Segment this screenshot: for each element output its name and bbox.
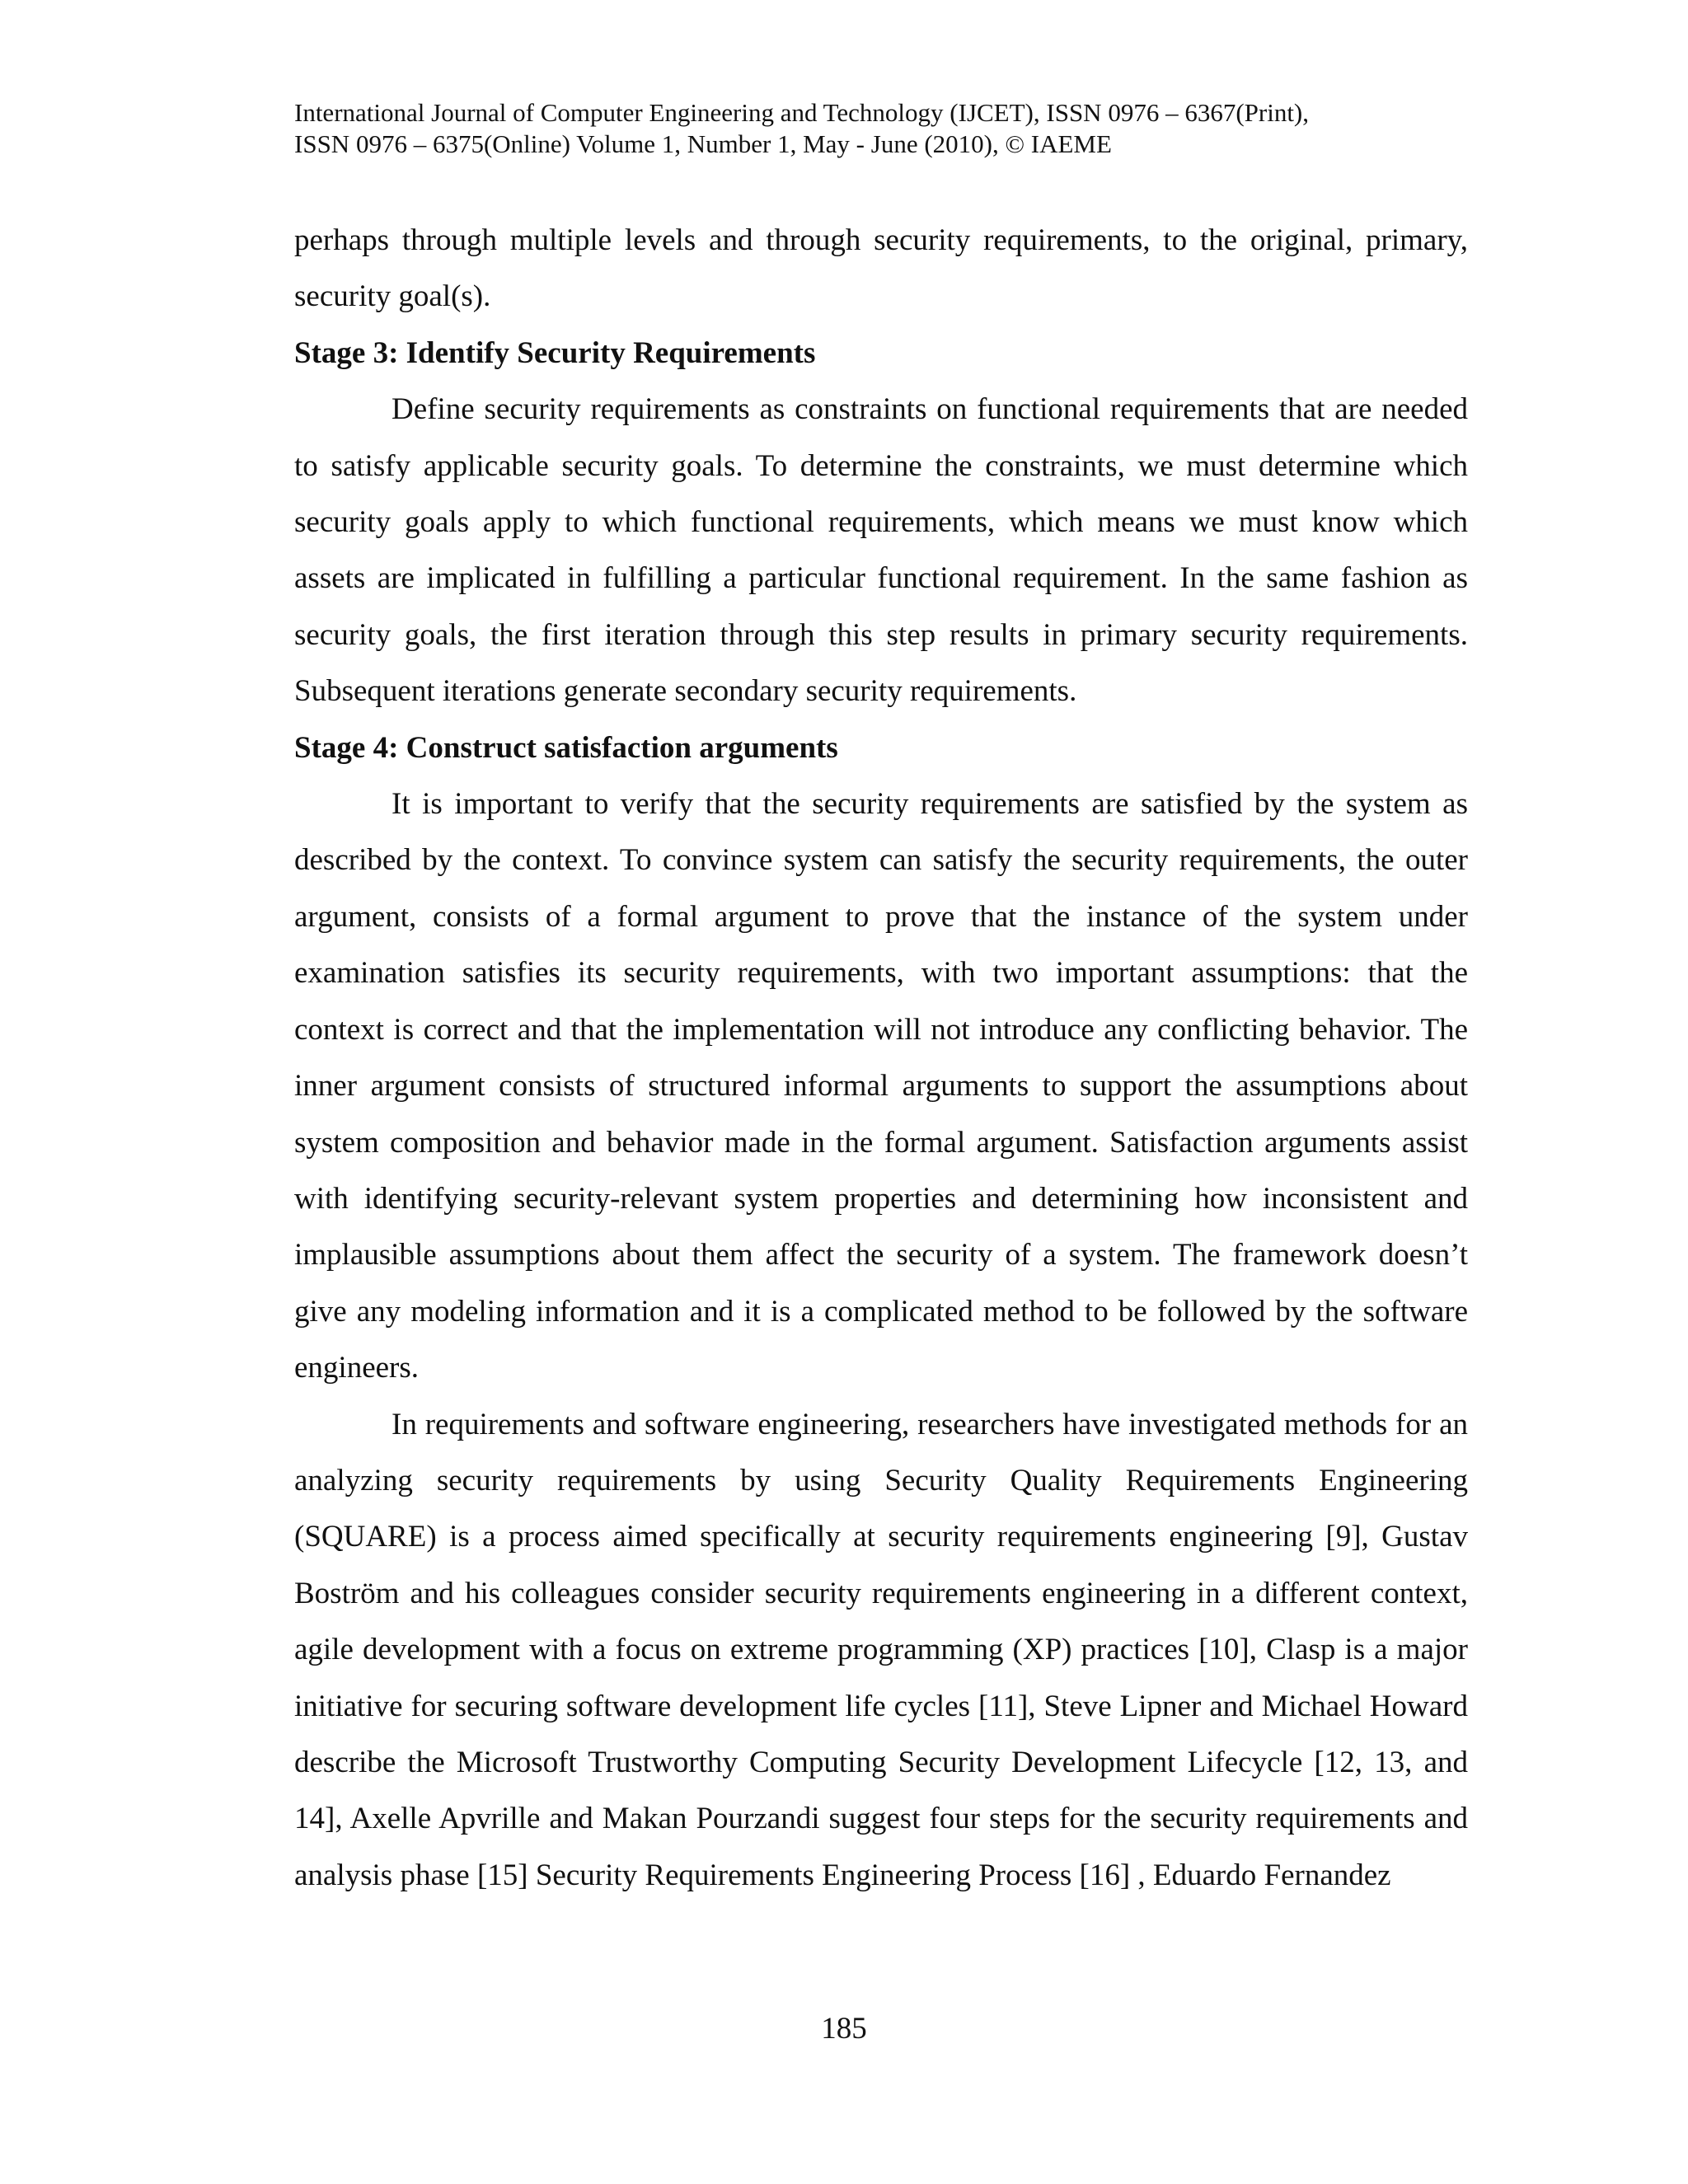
article-body <box>294 213 1468 1904</box>
journal-header-line-2: ISSN 0976 – 6375(Online) Volume 1, Number 1, May - June (2010), © IAEME <box>294 129 1112 158</box>
journal-header <box>294 97 1465 160</box>
stage-4-paragraph: It is important to verify that the security requirements are satisfied by the system as described by the context. To convince system can satisfy the security requirements, the outer argument, consists of a formal argument to prove that the instance of the system under examination satisfies its security requirements, with two important assumptions: that the context is correct and that the implementation will not introduce any conflicting behavior. The inner argument consists of structured informal arguments to support the assumptions about system composition and behavior made in the formal argument. Satisfaction arguments assist with identifying security-relevant system properties and determining how inconsistent and implausible assumptions about them affect the security of a system. The framework doesn’t give any modeling information and it is a complicated method to be followed by the software engineers. <box>294 787 1468 1385</box>
stage-3-paragraph: Define security requirements as constraints on functional requirements that are needed to satisfy applicable security goals. To determine the constraints, we must determine which security goals apply to which functional requirements, which means we must know which assets are implicated in fulfilling a particular functional requirement. In the same fashion as security goals, the first iteration through this step results in primary security requirements. Subsequent iterations generate secondary security requirements. <box>294 392 1468 709</box>
continuation-paragraph: perhaps through multiple levels and through security requirements, to the original, primary, security goal(s). <box>294 223 1468 314</box>
related-work-paragraph: In requirements and software engineering, researchers have investigated methods for an analyzing security requirements by using Security Quality Requirements Engineering (SQUARE) is a process aimed specifically at security requirements engineering [9], Gustav Boström and his colleagues consider security requirements engineering in a different context, agile development with a focus on extreme programming (XP) practices [10], Clasp is a major initiative for securing software development life cycles [11], Steve Lipner and Michael Howard describe the Microsoft Trustworthy Computing Security Development Lifecycle [12, 13, and 14], Axelle Apvrille and Makan Pourzandi suggest four steps for the security requirements and analysis phase [15] Security Requirements Engineering Process [16] , Eduardo Fernandez <box>294 1407 1468 1892</box>
journal-header-line-1: International Journal of Computer Engineering and Technology (IJCET), ISSN 0976 – 6367(Print), <box>294 98 1310 127</box>
stage-4-heading: Stage 4: Construct satisfaction arguments <box>294 730 838 765</box>
stage-3-heading: Stage 3: Identify Security Requirements <box>294 335 816 370</box>
page-number: 185 <box>821 2012 867 2046</box>
